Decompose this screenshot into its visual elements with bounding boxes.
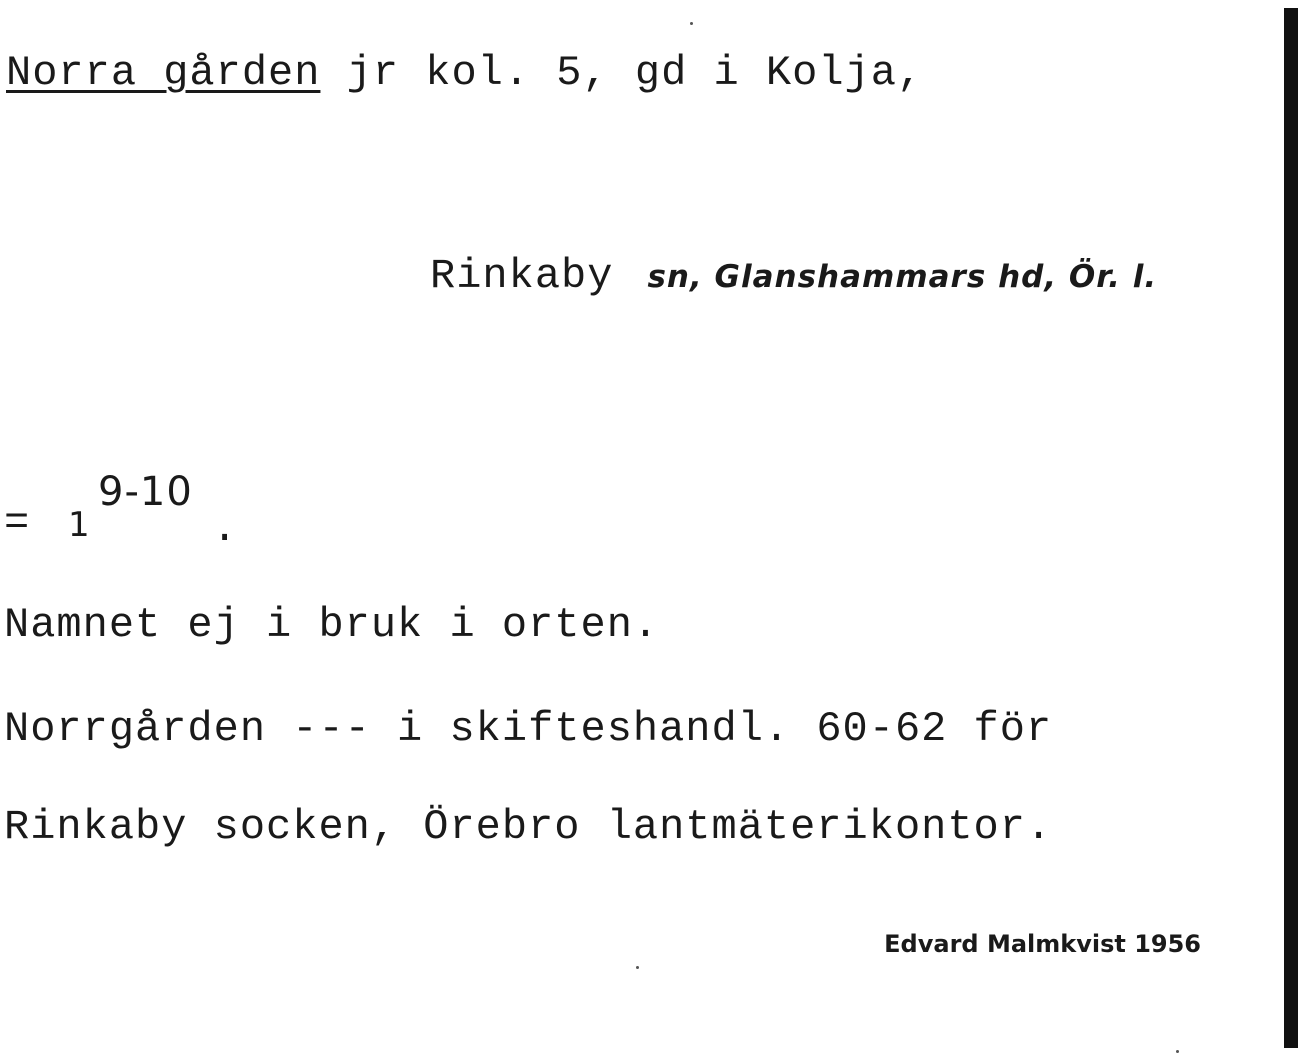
reference-prefix: = (4, 499, 31, 547)
note-line: Namnet ej i bruk i orten. (4, 601, 660, 649)
reference-suffix: . (212, 505, 239, 553)
parish-region: sn, Glanshammars hd, Ör. l. (647, 259, 1158, 295)
card-edge-bar (1284, 8, 1298, 1048)
scan-speck (636, 966, 639, 969)
scan-speck (690, 22, 693, 25)
signature: Edvard Malmkvist 1956 (884, 930, 1201, 958)
heading-line (6, 49, 924, 97)
parish-line (430, 252, 1158, 300)
note-line: Norrgården --- i skifteshandl. 60-62 för (4, 705, 1053, 753)
place-name: Norra gården (6, 49, 321, 97)
parish-name: Rinkaby (430, 252, 614, 300)
reference-base: 1 (68, 505, 91, 545)
heading-details: jr kol. 5, gd i Kolja, (320, 49, 924, 97)
scan-speck (1176, 1050, 1179, 1053)
reference-superscript: 9-10 (98, 469, 193, 515)
note-line: Rinkaby socken, Örebro lantmäterikontor. (4, 803, 1053, 851)
